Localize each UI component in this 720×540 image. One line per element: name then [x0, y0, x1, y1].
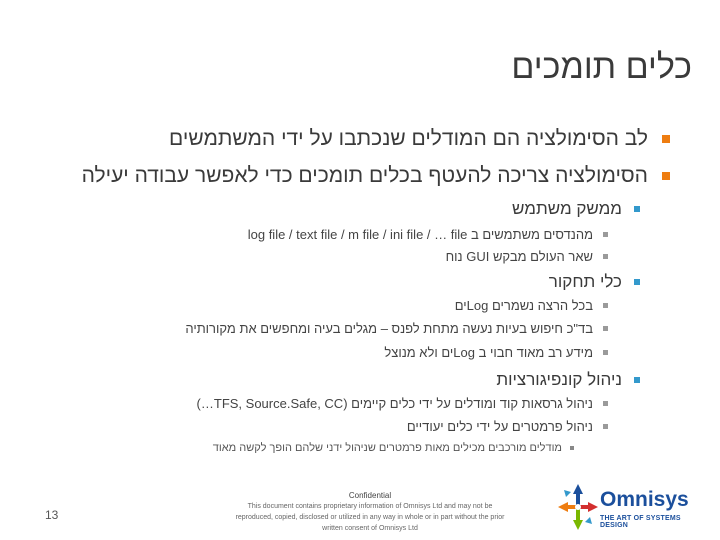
bullet-square-icon [603, 232, 608, 237]
bullet-text: מהנדסים משתמשים ב log file / text file / m file / ini file / … file [247, 227, 593, 242]
bullet-square-icon [662, 172, 670, 180]
logo-name: Omnisys [600, 488, 689, 511]
bullet-text: הסימולציה צריכה להעטף בכלים תומכים כדי לאפשר עבודה יעילה [81, 164, 648, 187]
bullet-text: ממשק משתמש [512, 199, 622, 218]
bullet-square-icon [662, 135, 670, 143]
notice-line: This document contains proprietary information of Omnisys Ltd and may not be [247, 503, 493, 510]
bullet-item [213, 442, 574, 454]
bullet-square-icon [603, 424, 608, 429]
bullet-text: כלי תחקור [548, 272, 622, 291]
bullet-text: לב הסימולציה הם המודלים שנכתבו על ידי המשתמשים [169, 127, 648, 150]
bullet-item [197, 396, 608, 411]
bullet-text: בד"כ חיפוש בעיות נעשה מתחת לפנס – מגלים בעיה ומחפשים את מקורותיה [185, 321, 593, 336]
bullet-item [455, 298, 608, 313]
bullet-item [248, 227, 608, 242]
omnisys-logo [556, 482, 706, 532]
confidential-label: Confidential [348, 491, 392, 500]
bullet-item [512, 199, 640, 219]
omnisys-logo-icon [556, 482, 600, 532]
bullet-text: שאר העולם מבקש GUI נוח [445, 249, 593, 264]
bullet-square-icon [603, 350, 608, 355]
bullet-text: ניהול פרמטרים על ידי כלים יעודיים [406, 419, 593, 434]
bullet-item [185, 321, 608, 336]
bullet-square-icon [603, 254, 608, 259]
bullet-item [496, 370, 640, 390]
bullet-square-icon [634, 206, 640, 212]
bullet-item [169, 127, 670, 151]
bullet-item [549, 272, 640, 292]
bullet-text: מודלים מורכבים מכילים מאות פרמטרים שניהול ידני שלהם הופך לקשה מאוד [212, 442, 562, 454]
slide-title: כלים תומכים [511, 48, 692, 86]
bullet-text: ניהול קונפיגורציות [496, 370, 622, 389]
page-number: 13 [45, 508, 59, 522]
bullet-square-icon [570, 446, 574, 450]
bullet-text: בכל הרצה נשמרים Logים [454, 298, 593, 313]
notice-line: written consent of Omnisys Ltd [322, 525, 418, 532]
bullet-item [446, 249, 608, 264]
notice-line: reproduced, copied, disclosed or utilized in any way in whole or in part without the prior [235, 514, 505, 521]
bullet-square-icon [634, 377, 640, 383]
bullet-item [82, 164, 670, 188]
confidential-notice [230, 490, 510, 534]
bullet-square-icon [603, 303, 608, 308]
bullet-square-icon [603, 326, 608, 331]
bullet-square-icon [603, 401, 608, 406]
bullet-item [384, 345, 608, 360]
logo-tagline: THE ART OF SYSTEMS DESIGN [600, 515, 681, 529]
bullet-text: ניהול גרסאות קוד ומודלים על ידי כלים קיימים (TFS, Source.Safe, CC…) [196, 396, 593, 411]
bullet-square-icon [634, 279, 640, 285]
bullet-text: מידע רב מאוד חבוי ב Logים ולא מנוצל [384, 345, 593, 360]
bullet-item [407, 419, 608, 434]
